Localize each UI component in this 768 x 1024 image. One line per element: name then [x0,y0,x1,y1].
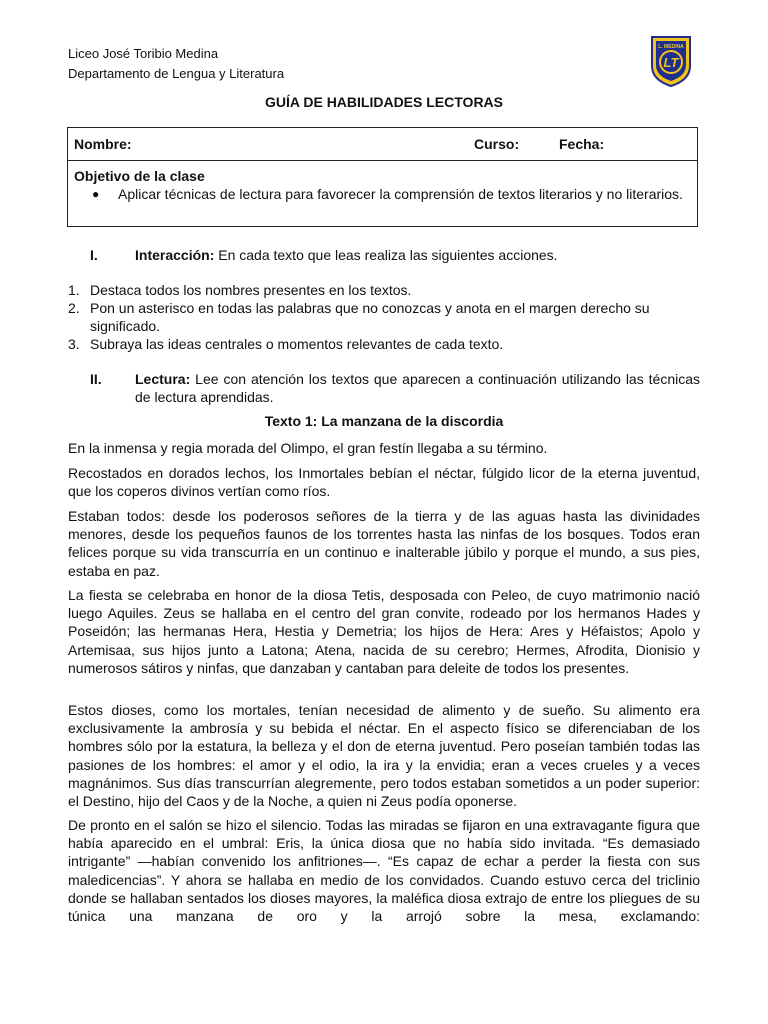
objective-item [92,185,691,203]
section-lectura [90,370,700,406]
objective-title: Objetivo de la clase [74,168,205,184]
logo-text: L. MEDINA [658,44,684,50]
section-numeral: II. [90,371,102,387]
section-numeral: I. [90,247,98,263]
nombre-label: Nombre: [74,136,132,152]
paragraph: Estos dioses, como los mortales, tenían necesidad de alimento y de sueño. Su alimento era exclusivamente la ambrosía y su bebida el néctar. En el aspecto físico se diferenciaban de los hombres sólo por la estatura, la belleza y el don de eterna juventud. Pero poseían también todas las pasiones de los hombres: el amor y el odio, la ira y la envidia; eran a veces crueles y a veces magnánimos. Sus días transcurrían alegremente, pero todos estaban sometidos a un poder superior: el Destino, hijo del Caos y de la Noche, a quien ni Zeus podía oponerse. [68,702,700,810]
paragraph: De pronto en el salón se hizo el silencio. Todas las miradas se fijaron en una extravagante figura que había aparecido en el umbral: Eris, la única diosa que no había sido invitada. “Es demasiado intrigante” —habían convenido los anfitriones—. “Es capaz de echar a perder la fiesta con sus maledicencias”. Y ahora se hallaba en medio de los convidados. Cuando estuvo cerca del triclinio donde se hallaban sentados los dioses mayores, la maléfica diosa extrajo de entre los pliegues de su túnica una manzana de oro y la arrojó sobre la mesa, exclamando: [68,817,700,925]
student-info-row [68,128,697,161]
school-name: Liceo José Toribio Medina [68,46,219,61]
section-interaccion [90,246,700,264]
section-text: Lee con atención los textos que aparecen a continuación utilizando las técnicas de lectura aprendidas. [135,371,700,405]
section-text: En cada texto que leas realiza las siguientes acciones. [214,247,558,263]
bullet-icon: ● [92,187,100,201]
list-item: 2. Pon un asterisco en todas las palabras que no conozcas y anota en el margen derecho su significado. [68,300,650,334]
student-info-box [67,127,698,227]
section-label: Interacción: [135,247,215,263]
curso-label: Curso: [474,136,520,152]
school-logo [648,34,694,88]
fecha-label: Fecha: [559,136,605,152]
instruction-list [68,281,700,353]
department-name: Departamento de Lengua y Literatura [68,66,285,81]
list-item: 3. Subraya las ideas centrales o momentos relevantes de cada texto. [68,336,504,352]
paragraph: En la inmensa y regia morada del Olimpo, el gran festín llegaba a su término. [68,440,548,456]
page-title: GUÍA DE HABILIDADES LECTORAS [264,94,503,110]
section-label: Lectura: [135,371,191,387]
logo-monogram: LT [663,55,679,70]
school-header [68,44,284,84]
objective-section [68,161,697,203]
text-title: Texto 1: La manzana de la discordia [264,413,504,429]
paragraph: Recostados en dorados lechos, los Inmortales bebían el néctar, fúlgido licor de la eterna juventud, que los coperos divinos vertían como ríos. [68,465,700,500]
objective-text: Aplicar técnicas de lectura para favorecer la comprensión de textos literarios y no literarios. [118,186,683,202]
paragraph: La fiesta se celebraba en honor de la diosa Tetis, desposada con Peleo, de cuyo matrimonio nació luego Aquiles. Zeus se hallaba en el centro del gran convite, rodeado por los hermanos Hades y Poseidón; las hermanas Hera, Hestia y Demetria; los hijos de Hera: Ares y Héfaistos; Apolo y Artemisaa, sus hijos junto a Latona; Atena, nacida de su cerebro; Hermes, Afrodita, Dionisio y numerosos sátiros y ninfas, que danzaban y cantaban para deleite de todos los presentes. [68,587,700,676]
list-item: 1. Destaca todos los nombres presentes en los textos. [68,282,412,298]
paragraph: Estaban todos: desde los poderosos señores de la tierra y de las aguas hasta las divinidades menores, desde los pequeños faunos de los torrentes hasta las ninfas de los bosques. Todos eran felices porque su vida transcurría en un continuo e inalterable júbilo y porque el mundo, a sus pies, estaba en paz. [68,508,700,579]
